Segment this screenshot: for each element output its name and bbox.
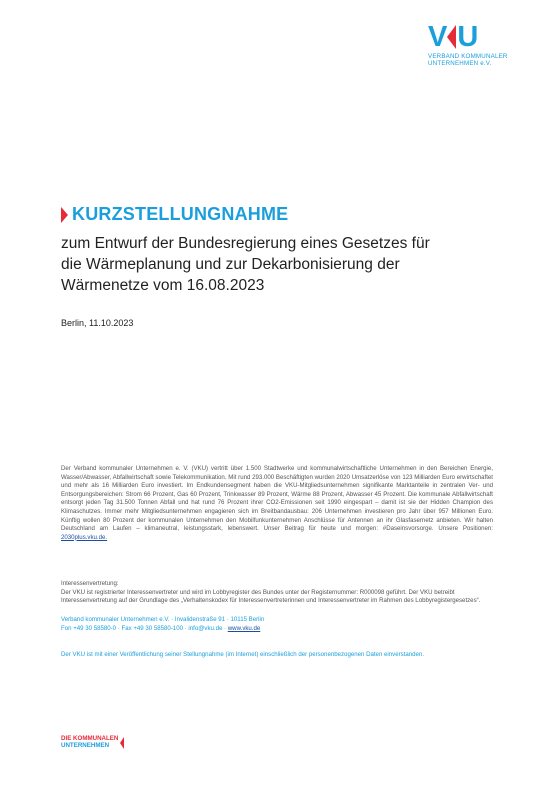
footer-logo-text [61, 736, 118, 750]
positions-link[interactable]: 2030plus.vku.de. [61, 533, 108, 541]
consent-notice: Der VKU ist mit einer Veröffentlichung seiner Stellungnahme (im Internet) einschließlich der personenbezogenen Daten einverstanden. [61, 651, 425, 658]
footer-chevron-icon [120, 737, 124, 749]
logo-subtitle [428, 53, 528, 67]
vku-logo-mark [428, 22, 528, 52]
logo-letter-v: V [428, 21, 447, 53]
logo-chevron-icon [447, 25, 456, 49]
logo-subtitle-line1: VERBAND KOMMUNALER [428, 53, 508, 60]
document-type-label: KURZSTELLUNGNAHME [72, 204, 289, 224]
logo-letter-u: U [457, 21, 478, 53]
logo-subtitle-line2: UNTERNEHMEN e.V. [428, 60, 492, 67]
contact-address: Verband kommunaler Unternehmen e.V. · Invalidenstraße 91 · 10115 Berlin [61, 616, 265, 623]
about-paragraph [61, 465, 493, 542]
about-text: Der Verband kommunaler Unternehmen e. V. (VKU) vertritt über 1.500 Stadtwerke und kommunalwirtschaftliche Unternehmen in den Bereichen Energie, Wasser/Abwasser, Abfallwirtschaft sowie Telekommunikation. Mit rund 293.000 Beschäftigten wurden 2020 Umsatzerlöse von 123 Milliarden Euro erwirtschaftet und mehr als 16 Milliarden Euro investiert. Im Endkundensegment haben die VKU-Mitgliedsunternehmen signifikante Marktanteile in zentralen Ver- und Entsorgungsbereichen: Strom 66 Prozent, Gas 60 Prozent, Trinkwasser 89 Prozent, Wärme 88 Prozent, Abwasser 45 Prozent. Die kommunale Abfallwirtschaft entsorgt jeden Tag 31.500 Tonnen Abfall und hat rund 76 Prozent ihrer CO2-Emissionen seit 1990 eingespart – damit ist sie der Hidden Champion des Klimaschutzes. Immer mehr Mitgliedsunternehmen engagieren sich im Breitbandausbau: 206 Unternehmen investieren pro Jahr über 957 Millionen Euro. Künftig wollen 80 Prozent der kommunalen Unternehmen den Mobilfunkunternehmen Anschlüsse für Antennen an ihr Glasfasernetz anbieten. Wir halten Deutschland am Laufen – klimaneutral, leistungsstark, lebenswert. Unser Beitrag für heute und morgen: #Daseinsvorsorge. Unsere Positionen: [61, 465, 493, 533]
document-date: Berlin, 11.10.2023 [61, 318, 134, 328]
footer-logo [61, 736, 125, 750]
lobby-section [61, 580, 493, 606]
footer-logo-line2: UNTERNEHMEN [61, 741, 110, 749]
chevron-right-icon [61, 207, 68, 223]
lobby-text: Der VKU ist registrierter Interessenvertreter und wird im Lobbyregister des Bundes unter der Registernummer: R000098 geführt. Der VKU betreibt Interessenvertretung auf der Grundlage des „Verhaltenskodex für Interessenvertreterinnen und Interessenvertreter im Rahmen des Lobbyregistergesetzes“. [61, 588, 481, 605]
document-title: zum Entwurf der Bundesregierung eines Gesetzes für die Wärmeplanung und zur Dekarbonisierung der Wärmenetze vom 16.08.2023 [61, 235, 430, 294]
contact-phone: Fon +49 30 58580-0 · Fax +49 30 58580-100 · info@vku.de · [61, 624, 228, 632]
footer-logo-mark [120, 737, 125, 749]
contact-phone-line [61, 625, 264, 634]
document-type [61, 204, 288, 225]
website-link[interactable]: www.vku.de [227, 624, 261, 632]
lobby-heading: Interessenvertretung: [61, 580, 119, 587]
contact-block [61, 616, 264, 633]
footer-logo-line1: DIE KOMMUNALEN [61, 735, 119, 742]
vku-logo [428, 22, 528, 67]
